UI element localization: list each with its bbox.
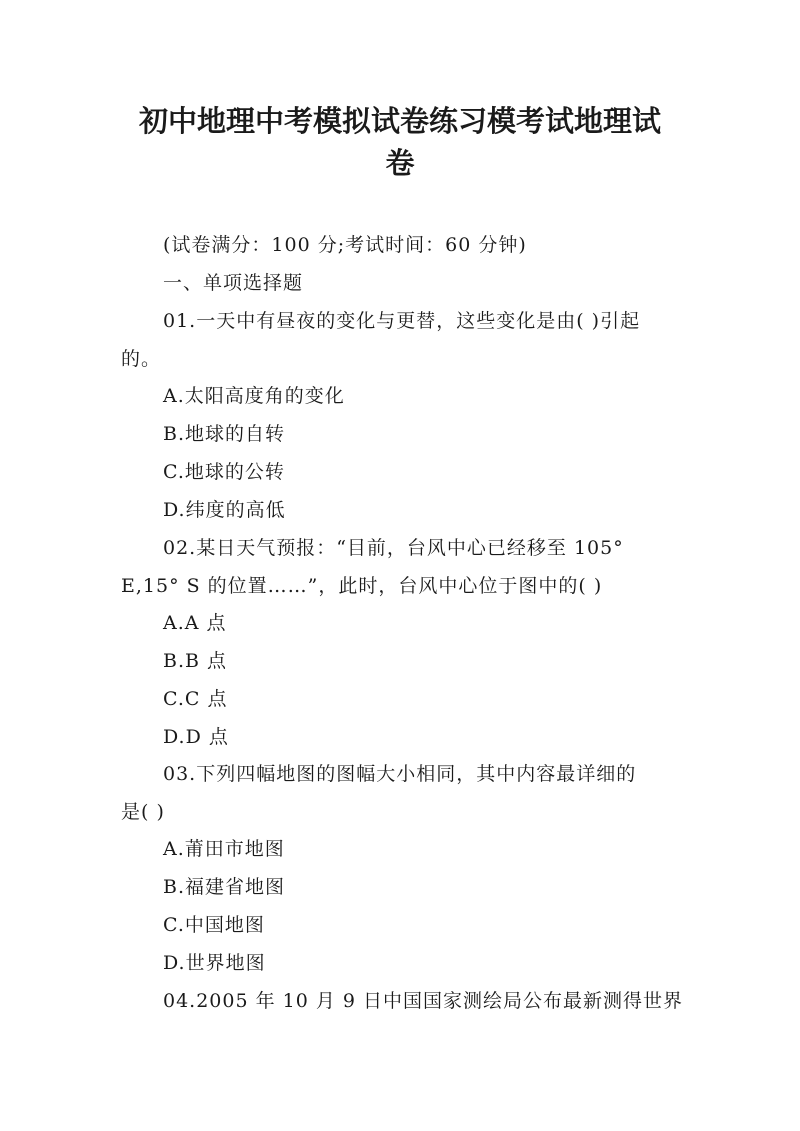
question-2-option-b: B.B 点 [163, 650, 228, 672]
question-3-option-a: A.莆田市地图 [163, 838, 285, 860]
question-3-option-c: C.中国地图 [163, 914, 265, 936]
question-3-option-b: B.福建省地图 [163, 876, 286, 898]
question-4-stem: 04.2005 年 10 月 9 日中国国家测绘局公布最新测得世界 [163, 990, 684, 1012]
question-1-option-c: C.地球的公转 [163, 461, 285, 483]
question-1-stem: 01.一天中有昼夜的变化与更替，这些变化是由( )引起 [163, 310, 641, 332]
question-2-option-c: C.C 点 [163, 688, 228, 710]
question-1-option-d: D.纬度的高低 [163, 499, 286, 521]
section-heading: 一、单项选择题 [163, 272, 304, 294]
question-3-stem-continued: 是( ) [121, 801, 165, 823]
question-3-stem: 03.下列四幅地图的图幅大小相同，其中内容最详细的 [163, 763, 637, 785]
question-2-option-d: D.D 点 [163, 726, 229, 748]
question-2-stem: 02.某日天气预报：“目前，台风中心已经移至 105° [163, 537, 624, 559]
document-title-line-1: 初中地理中考模拟试卷练习模考试地理试 [138, 104, 661, 138]
question-1-stem-continued: 的。 [121, 348, 162, 370]
question-2-option-a: A.A 点 [163, 612, 227, 634]
document-title-line-2: 卷 [385, 146, 415, 180]
question-2-stem-continued: E,15° S 的位置……”，此时，台风中心位于图中的( ) [121, 575, 603, 597]
question-1-option-b: B.地球的自转 [163, 423, 286, 445]
exam-meta: (试卷满分：100 分;考试时间：60 分钟) [163, 234, 527, 256]
question-1-option-a: A.太阳高度角的变化 [163, 385, 345, 407]
question-3-option-d: D.世界地图 [163, 952, 266, 974]
